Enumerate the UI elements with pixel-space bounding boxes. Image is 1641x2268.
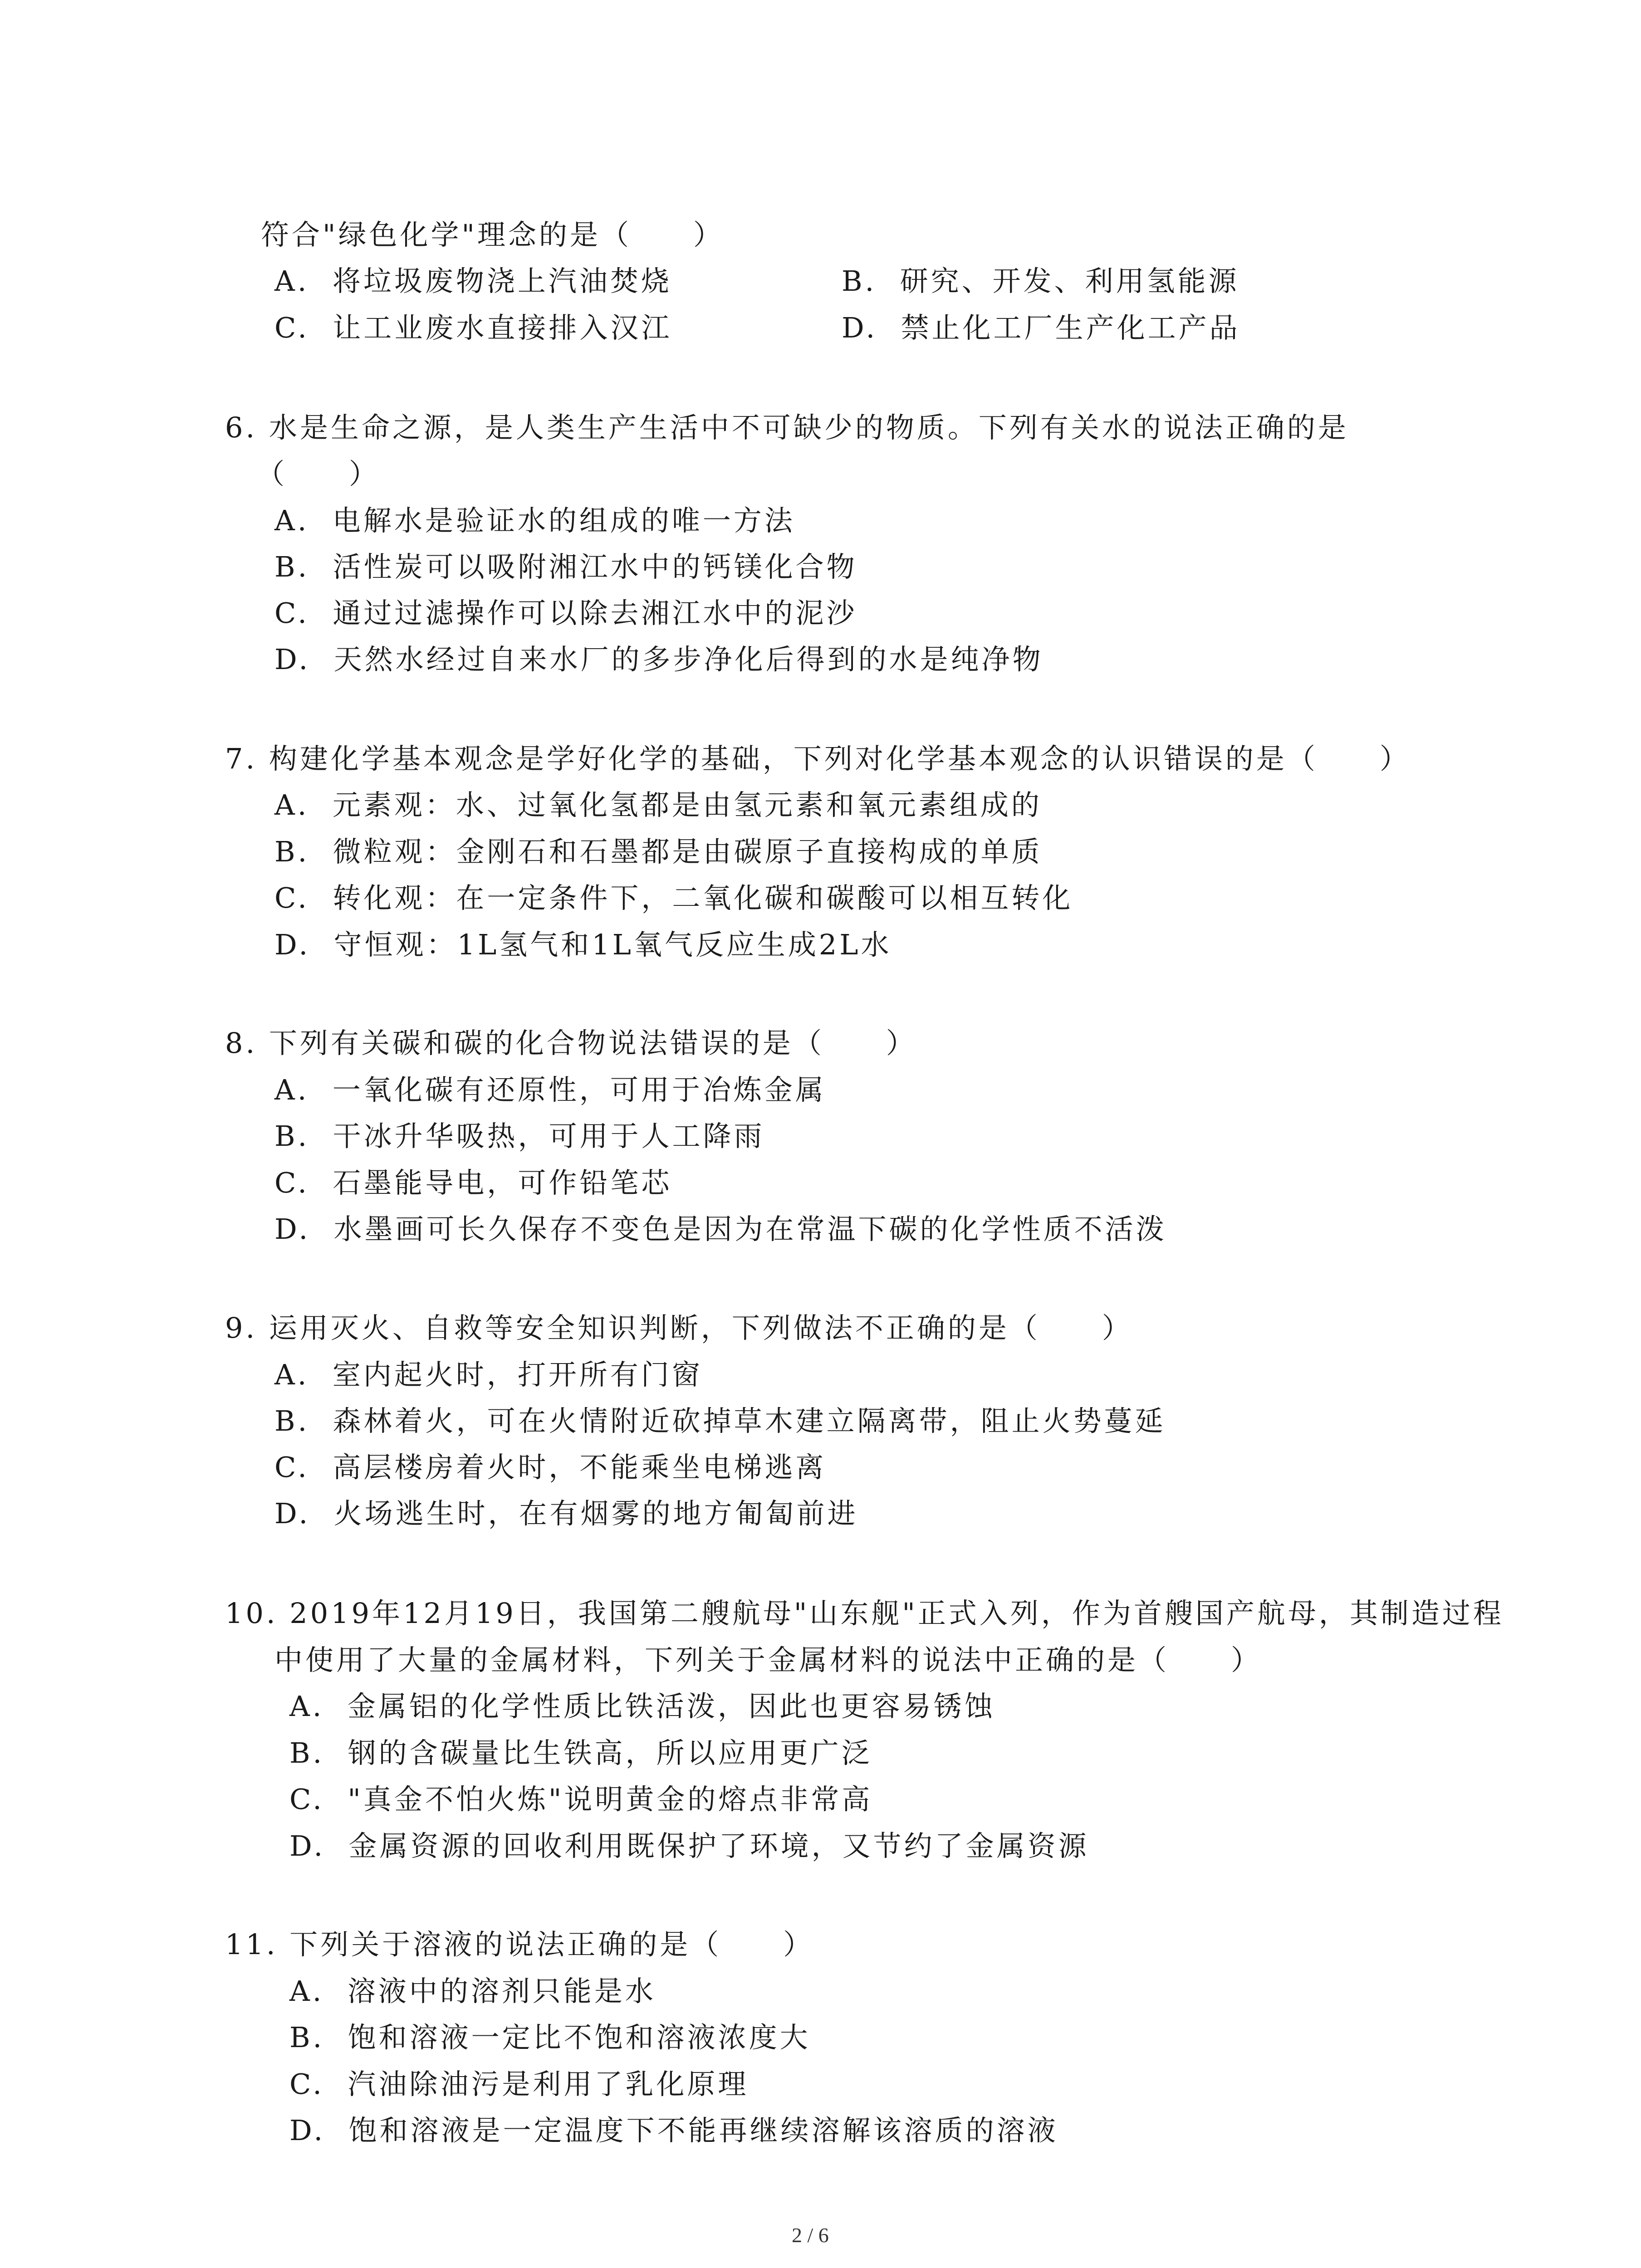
question-7-stem: 7. 构建化学基本观念是学好化学的基础，下列对化学基本观念的认识错误的是（ ） bbox=[225, 742, 1411, 775]
question-5-stem: 符合"绿色化学"理念的是（ ） bbox=[261, 218, 725, 251]
question-9-option-c: C. 高层楼房着火时，不能乘坐电梯逃离 bbox=[274, 1451, 827, 1484]
question-8-stem: 8. 下列有关碳和碳的化合物说法错误的是（ ） bbox=[225, 1026, 917, 1060]
question-9-option-d: D. 火场逃生时，在有烟雾的地方匍匐前进 bbox=[274, 1497, 858, 1530]
question-10-option-a: A. 金属铝的化学性质比铁活泼，因此也更容易锈蚀 bbox=[289, 1690, 995, 1723]
question-6-stem-bracket: （ ） bbox=[256, 457, 380, 490]
question-7-option-b: B. 微粒观：金刚石和石墨都是由碳原子直接构成的单质 bbox=[274, 835, 1043, 868]
question-7-option-c: C. 转化观：在一定条件下，二氧化碳和碳酸可以相互转化 bbox=[274, 881, 1073, 914]
question-5-option-d: D. 禁止化工厂生产化工产品 bbox=[842, 311, 1240, 344]
question-7-option-a: A. 元素观：水、过氧化氢都是由氢元素和氧元素组成的 bbox=[274, 788, 1042, 821]
question-11-stem: 11. 下列关于溶液的说法正确的是（ ） bbox=[225, 1928, 814, 1961]
question-6-option-c: C. 通过过滤操作可以除去湘江水中的泥沙 bbox=[274, 596, 857, 630]
question-6-option-d: D. 天然水经过自来水厂的多步净化后得到的水是纯净物 bbox=[274, 643, 1043, 676]
question-9-option-a: A. 室内起火时，打开所有门窗 bbox=[274, 1358, 703, 1391]
question-5-option-c: C. 让工业废水直接排入汉江 bbox=[274, 311, 672, 344]
question-9-stem: 9. 运用灭火、自救等安全知识判断，下列做法不正确的是（ ） bbox=[225, 1311, 1133, 1344]
question-11-option-b: B. 饱和溶液一定比不饱和溶液浓度大 bbox=[289, 2021, 811, 2054]
question-10-option-d: D. 金属资源的回收利用既保护了环境，又节约了金属资源 bbox=[289, 1829, 1089, 1862]
question-11-option-d: D. 饱和溶液是一定温度下不能再继续溶解该溶质的溶液 bbox=[289, 2114, 1058, 2147]
page-number: 2 / 6 bbox=[792, 2224, 829, 2247]
question-8-option-d: D. 水墨画可长久保存不变色是因为在常温下碳的化学性质不活泼 bbox=[274, 1212, 1167, 1246]
question-10-stem-line2: 中使用了大量的金属材料，下列关于金属材料的说法中正确的是（ ） bbox=[274, 1643, 1262, 1677]
question-6-stem: 6. 水是生命之源，是人类生产生活中不可缺少的物质。下列有关水的说法正确的是 bbox=[225, 411, 1349, 444]
question-6-option-b: B. 活性炭可以吸附湘江水中的钙镁化合物 bbox=[274, 550, 857, 583]
question-7-option-d: D. 守恒观：1L氢气和1L氧气反应生成2L水 bbox=[274, 928, 892, 961]
question-8-option-b: B. 干冰升华吸热，可用于人工降雨 bbox=[274, 1119, 765, 1153]
question-11-option-a: A. 溶液中的溶剂只能是水 bbox=[289, 1975, 656, 2008]
question-11-option-c: C. 汽油除油污是利用了乳化原理 bbox=[289, 2068, 749, 2101]
question-10-option-b: B. 钢的含碳量比生铁高，所以应用更广泛 bbox=[289, 1736, 872, 1769]
question-8-option-a: A. 一氧化碳有还原性，可用于冶炼金属 bbox=[274, 1073, 826, 1106]
question-10-stem: 10. 2019年12月19日，我国第二艘航母"山东舰"正式入列，作为首艘国产航母，其制造过程 bbox=[225, 1597, 1504, 1630]
question-8-option-c: C. 石墨能导电，可作铅笔芯 bbox=[274, 1166, 672, 1199]
question-9-option-b: B. 森林着火，可在火情附近砍掉草木建立隔离带，阻止火势蔓延 bbox=[274, 1404, 1166, 1437]
question-6-option-a: A. 电解水是验证水的组成的唯一方法 bbox=[274, 504, 795, 537]
question-5-option-b: B. 研究、开发、利用氢能源 bbox=[842, 264, 1239, 298]
question-5-option-a: A. 将垃圾废物浇上汽油焚烧 bbox=[274, 264, 672, 298]
question-10-option-c: C. "真金不怕火炼"说明黄金的熔点非常高 bbox=[289, 1783, 873, 1816]
